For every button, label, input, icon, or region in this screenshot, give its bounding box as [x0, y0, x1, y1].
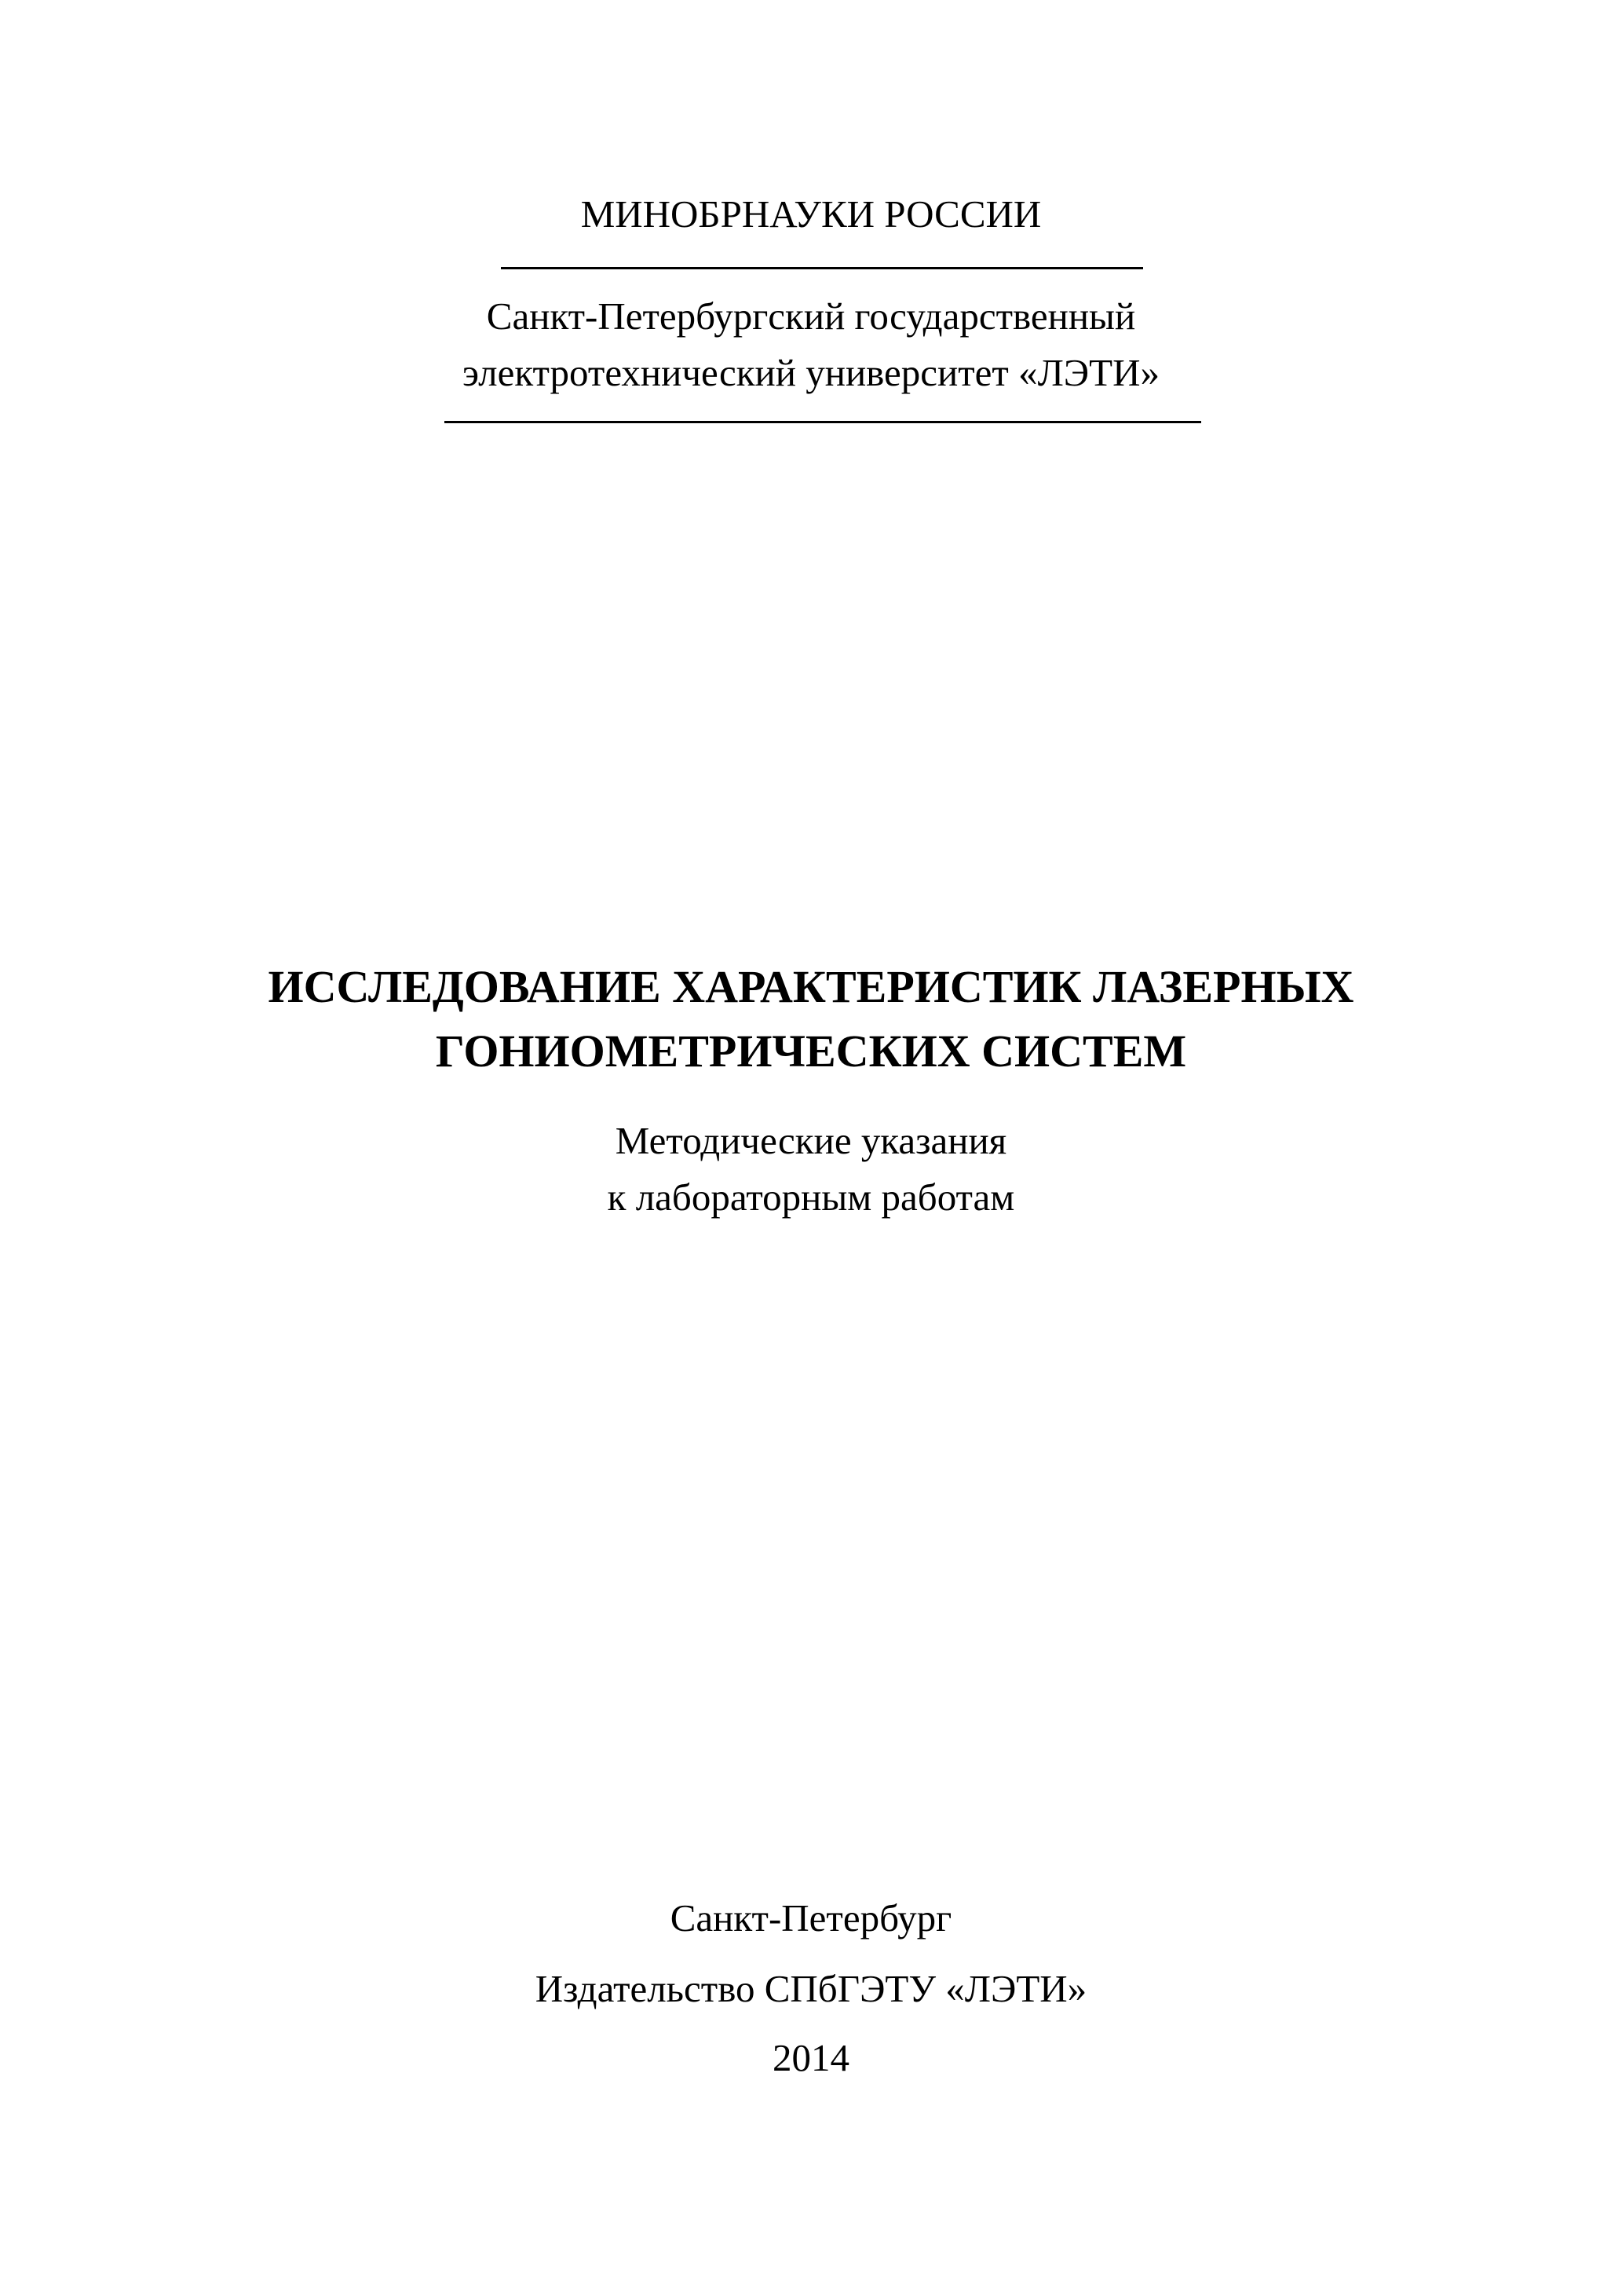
university-divider [444, 421, 1201, 423]
document-title-line-1: ИССЛЕДОВАНИЕ ХАРАКТЕРИСТИК ЛАЗЕРНЫХ [268, 961, 1354, 1012]
university-name-line-1: Санкт-Петербургский государственный [486, 294, 1136, 338]
ministry-divider [501, 267, 1143, 269]
university-name-line-2: электротехнический университет «ЛЭТИ» [462, 351, 1160, 394]
document-subtitle-line-2: к лабораторным работам [607, 1175, 1015, 1219]
document-subtitle-line-1: Методические указания [615, 1119, 1007, 1162]
document-title-line-2: ГОНИОМЕТРИЧЕСКИХ СИСТЕМ [435, 1026, 1187, 1077]
publication-city: Санкт-Петербург [670, 1896, 952, 1940]
publisher-name: Издательство СПбГЭТУ «ЛЭТИ» [535, 1967, 1087, 2010]
publication-year: 2014 [773, 2036, 849, 2079]
ministry-name: МИНОБРНАУКИ РОССИИ [580, 192, 1042, 236]
